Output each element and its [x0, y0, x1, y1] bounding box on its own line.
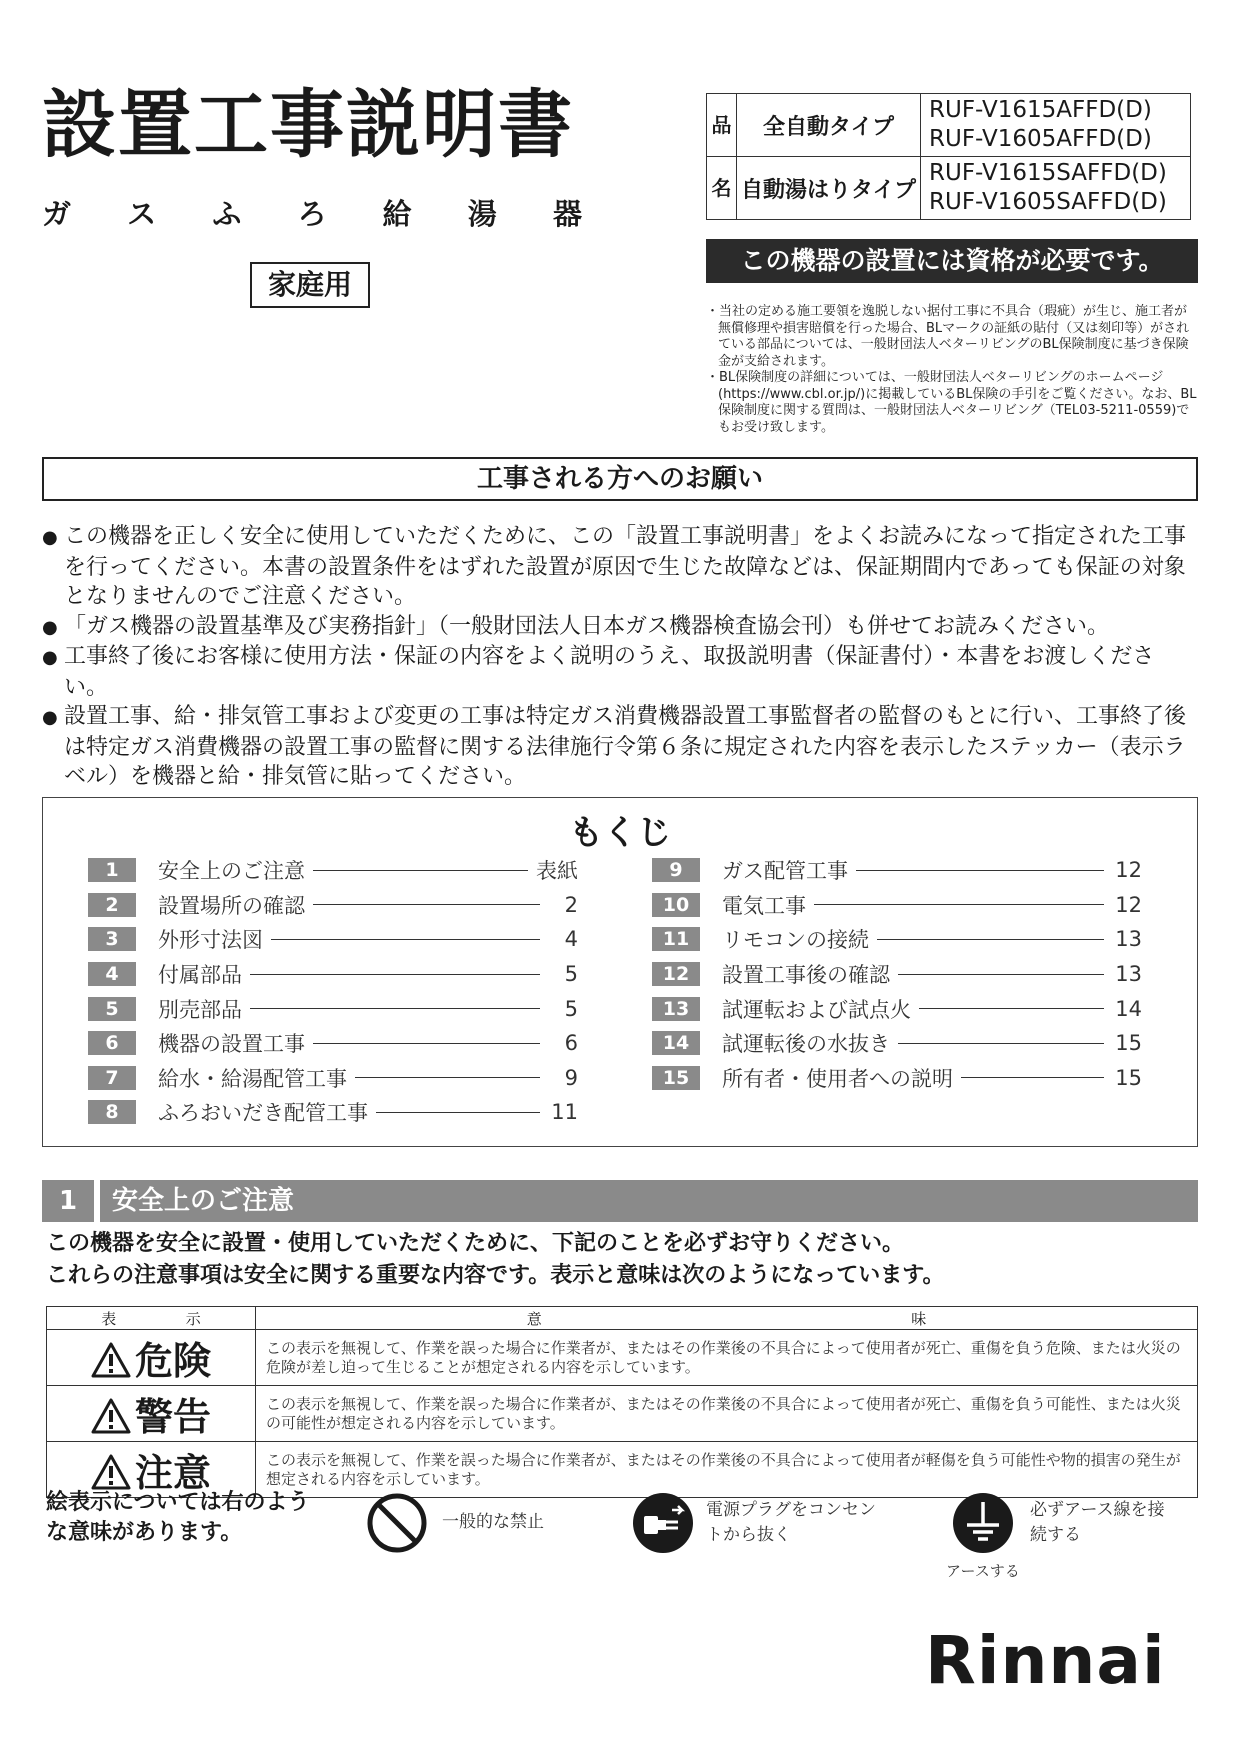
toc-leader [355, 1077, 540, 1078]
toc-number: 8 [88, 1100, 136, 1124]
toc-number: 3 [88, 927, 136, 951]
toc-leader [250, 974, 540, 975]
request-heading: 工事される方へのお願い [42, 457, 1198, 501]
model-number: RUF-V1615SAFFD(D) [929, 160, 1167, 186]
danger-label-cell [47, 1330, 256, 1386]
model-number: RUF-V1605SAFFD(D) [929, 189, 1167, 215]
toc-leader [814, 904, 1104, 905]
toc-column-left [88, 853, 578, 1130]
toc-label: 安全上のご注意 [158, 859, 305, 884]
subtitle-char: ガ [42, 197, 72, 231]
toc-label: ふろおいだき配管工事 [158, 1101, 368, 1126]
section-number: 1 [42, 1180, 94, 1222]
intro-line: これらの注意事項は安全に関する重要な内容です。表示と意味は次のようになっています。 [46, 1263, 945, 1288]
toc-leader [919, 1008, 1104, 1009]
toc-number: 13 [652, 997, 700, 1021]
toc-page: 11 [551, 1100, 578, 1125]
toc-page: 表紙 [536, 859, 578, 884]
caution-description: この表示を無視して、作業を誤った場合に作業者が、またはその作業後の不具合によって使用者が軽傷を負う可能性や物的損害の発生が想定される内容を示しています。 [256, 1442, 1198, 1498]
toc-row[interactable] [88, 888, 578, 923]
toc-row[interactable] [88, 922, 578, 957]
toc-number: 5 [88, 997, 136, 1021]
toc-label: 設置場所の確認 [158, 893, 305, 918]
subtitle-char: 給 [382, 197, 412, 231]
toc-label: 電気工事 [722, 893, 806, 918]
warning-label-cell [47, 1386, 256, 1442]
toc-number: 6 [88, 1031, 136, 1055]
toc-number: 1 [88, 858, 136, 882]
document-subtitle [42, 197, 582, 231]
brand-logo: Rinnai [925, 1622, 1166, 1699]
toc-row[interactable] [652, 888, 1142, 923]
subtitle-char: ス [127, 197, 157, 231]
toc-column-right [652, 853, 1142, 1095]
ground-caption: アースする [946, 1562, 1020, 1580]
prohibition-icon [366, 1492, 428, 1554]
toc-number: 15 [652, 1066, 700, 1090]
danger-label: 危険 [134, 1339, 211, 1383]
toc-page: 12 [1115, 892, 1142, 917]
legend-intro-line: 絵表示については右のよう [46, 1490, 310, 1515]
bl-insurance-notes [706, 304, 1198, 436]
toc-label: 試運転後の水抜き [722, 1032, 890, 1057]
warning-triangle-icon [91, 1342, 131, 1378]
toc-number: 4 [88, 962, 136, 986]
header-char: 味 [911, 1309, 927, 1328]
warning-label: 警告 [134, 1395, 211, 1439]
toc-page: 9 [564, 1065, 578, 1090]
toc-row[interactable] [88, 1061, 578, 1096]
bl-note: ・BL保険制度の詳細については、一般財団法人ベターリビングのホームページ(https://www.cbl.or.jp/)に掲載しているBL保険の手引をご覧ください。なお、BL保険制度に関する質問は、一般財団法人ベターリビング（TEL03-5211-0559)でもお受け致します。 [706, 370, 1197, 435]
toc-number: 7 [88, 1066, 136, 1090]
toc-page: 2 [564, 892, 578, 917]
section-intro [46, 1228, 944, 1292]
subtitle-char: ろ [297, 197, 327, 231]
toc-leader [898, 1043, 1104, 1044]
toc-leader [250, 1008, 540, 1009]
request-list [42, 522, 1198, 792]
header-char: 示 [185, 1309, 201, 1328]
toc-row[interactable] [652, 853, 1142, 888]
toc-leader [376, 1112, 540, 1113]
toc-row[interactable] [652, 957, 1142, 992]
toc-label: 機器の設置工事 [158, 1032, 305, 1057]
table-row [47, 1386, 1198, 1442]
toc-page: 4 [564, 927, 578, 952]
toc-label: リモコンの接続 [722, 928, 869, 953]
list-item: ● 「ガス機器の設置基準及び実務指針」（一般財団法人日本ガス機器検査協会刊）も併せてお読みください。 [42, 612, 1198, 643]
ground-icon [952, 1492, 1014, 1554]
toc-number: 11 [652, 927, 700, 951]
toc-number: 14 [652, 1031, 700, 1055]
model-number: RUF-V1605AFFD(D) [929, 126, 1152, 152]
toc-row[interactable] [652, 991, 1142, 1026]
toc-page: 15 [1115, 1031, 1142, 1056]
toc-leader [313, 870, 528, 871]
table-row [47, 1330, 1198, 1386]
toc-label: 外形寸法図 [158, 928, 263, 953]
toc-leader [271, 939, 540, 940]
toc-page: 6 [564, 1031, 578, 1056]
model-numbers [921, 94, 1191, 157]
toc-label: 試運転および試点火 [722, 997, 911, 1022]
qualification-banner: この機器の設置には資格が必要です。 [706, 239, 1198, 283]
list-item: ● 設置工事、給・排気管工事および変更の工事は特定ガス消費機器設置工事監督者の監督のもとに行い、工事終了後は特定ガス消費機器の設置工事の監督に関する法律施行令第６条に規定された内容を表示したステッカー（表示ラベル）を機器と給・排気管に貼ってください。 [42, 702, 1198, 792]
subtitle-char: 湯 [467, 197, 497, 231]
toc-page: 14 [1115, 996, 1142, 1021]
legend-intro-line: な意味があります。 [46, 1520, 243, 1545]
subtitle-char: ふ [212, 197, 242, 231]
list-item: ● この機器を正しく安全に使用していただくために、この「設置工事説明書」をよくお読みになって指定された工事を行ってください。本書の設置条件をはずれた設置が原因で生じた故障などは、保証期間内であっても保証の対象となりませんのでご注意ください。 [42, 522, 1198, 612]
toc-row[interactable] [652, 922, 1142, 957]
danger-description: この表示を無視して、作業を誤った場合に作業者が、またはその作業後の不具合によって使用者が死亡、重傷を負う危険、または火災の危険が差し迫って生じることが想定される内容を示しています。 [256, 1330, 1198, 1386]
model-header-top: 品 [707, 94, 737, 157]
toc-page: 5 [564, 962, 578, 987]
toc-row[interactable] [652, 1061, 1142, 1096]
toc-row[interactable] [88, 1026, 578, 1061]
toc-row[interactable] [652, 1026, 1142, 1061]
toc-row[interactable] [88, 957, 578, 992]
table-header-display [47, 1307, 256, 1330]
unplug-label: 電源プラグをコンセントから抜く [706, 1500, 876, 1545]
legend-intro [46, 1488, 310, 1548]
toc-label: 所有者・使用者への説明 [722, 1066, 953, 1091]
warning-triangle-icon [91, 1454, 131, 1490]
toc-leader [313, 1043, 540, 1044]
household-label: 家庭用 [250, 262, 370, 308]
header-char: 表 [101, 1309, 117, 1328]
toc-row[interactable] [88, 1095, 578, 1130]
section-title: 安全上のご注意 [100, 1180, 1198, 1222]
document-title: 設置工事説明書 [42, 82, 574, 168]
toc-number: 12 [652, 962, 700, 986]
bl-note: ・当社の定める施工要領を逸脱しない据付工事に不具合（瑕疵）が生じ、施工者が無償修理や損害賠償を行った場合、BLマークの証紙の貼付（又は刻印等）がされている部品については、一般財団法人ベターリビングのBL保険制度に基づき保険金が支給されます。 [706, 304, 1190, 369]
table-header-meaning [256, 1307, 1198, 1330]
toc-number: 9 [652, 858, 700, 882]
intro-line: この機器を安全に設置・使用していただくために、下記のことを必ずお守りください。 [46, 1231, 905, 1256]
toc-page: 5 [564, 996, 578, 1021]
toc-leader [877, 939, 1104, 940]
toc-page: 15 [1115, 1065, 1142, 1090]
prohibition-label: 一般的な禁止 [442, 1512, 544, 1532]
toc-leader [856, 870, 1104, 871]
warning-levels-table [46, 1306, 1198, 1498]
toc-leader [313, 904, 540, 905]
toc-page: 13 [1115, 927, 1142, 952]
model-type: 全自動タイプ [737, 94, 921, 157]
warning-description: この表示を無視して、作業を誤った場合に作業者が、またはその作業後の不具合によって使用者が死亡、重傷を負う可能性、または火災の可能性が想定される内容を示しています。 [256, 1386, 1198, 1442]
model-header-bottom: 名 [707, 157, 737, 220]
toc-number: 2 [88, 893, 136, 917]
model-type: 自動湯はりタイプ [737, 157, 921, 220]
toc-leader [961, 1077, 1104, 1078]
toc-title: もくじ [569, 813, 671, 853]
toc-label: 別売部品 [158, 997, 242, 1022]
warning-triangle-icon [91, 1398, 131, 1434]
toc-page: 12 [1115, 858, 1142, 883]
toc-row[interactable] [88, 853, 578, 888]
model-table [706, 93, 1191, 220]
ground-label: 必ずアース線を接続する [1030, 1500, 1165, 1545]
model-numbers [921, 157, 1191, 220]
unplug-icon [632, 1492, 694, 1554]
toc-leader [898, 974, 1104, 975]
toc-label: 給水・給湯配管工事 [158, 1066, 347, 1091]
header-char: 意 [526, 1309, 542, 1328]
subtitle-char: 器 [552, 197, 582, 231]
toc-label: 付属部品 [158, 963, 242, 988]
caution-label: 注意 [134, 1451, 211, 1495]
list-item: ● 工事終了後にお客様に使用方法・保証の内容をよく説明のうえ、取扱説明書（保証書付）・本書をお渡しください。 [42, 642, 1198, 702]
toc-label: ガス配管工事 [722, 859, 848, 884]
toc-page: 13 [1115, 962, 1142, 987]
toc-label: 設置工事後の確認 [722, 963, 890, 988]
model-number: RUF-V1615AFFD(D) [929, 97, 1152, 123]
toc-number: 10 [652, 893, 700, 917]
toc-row[interactable] [88, 991, 578, 1026]
